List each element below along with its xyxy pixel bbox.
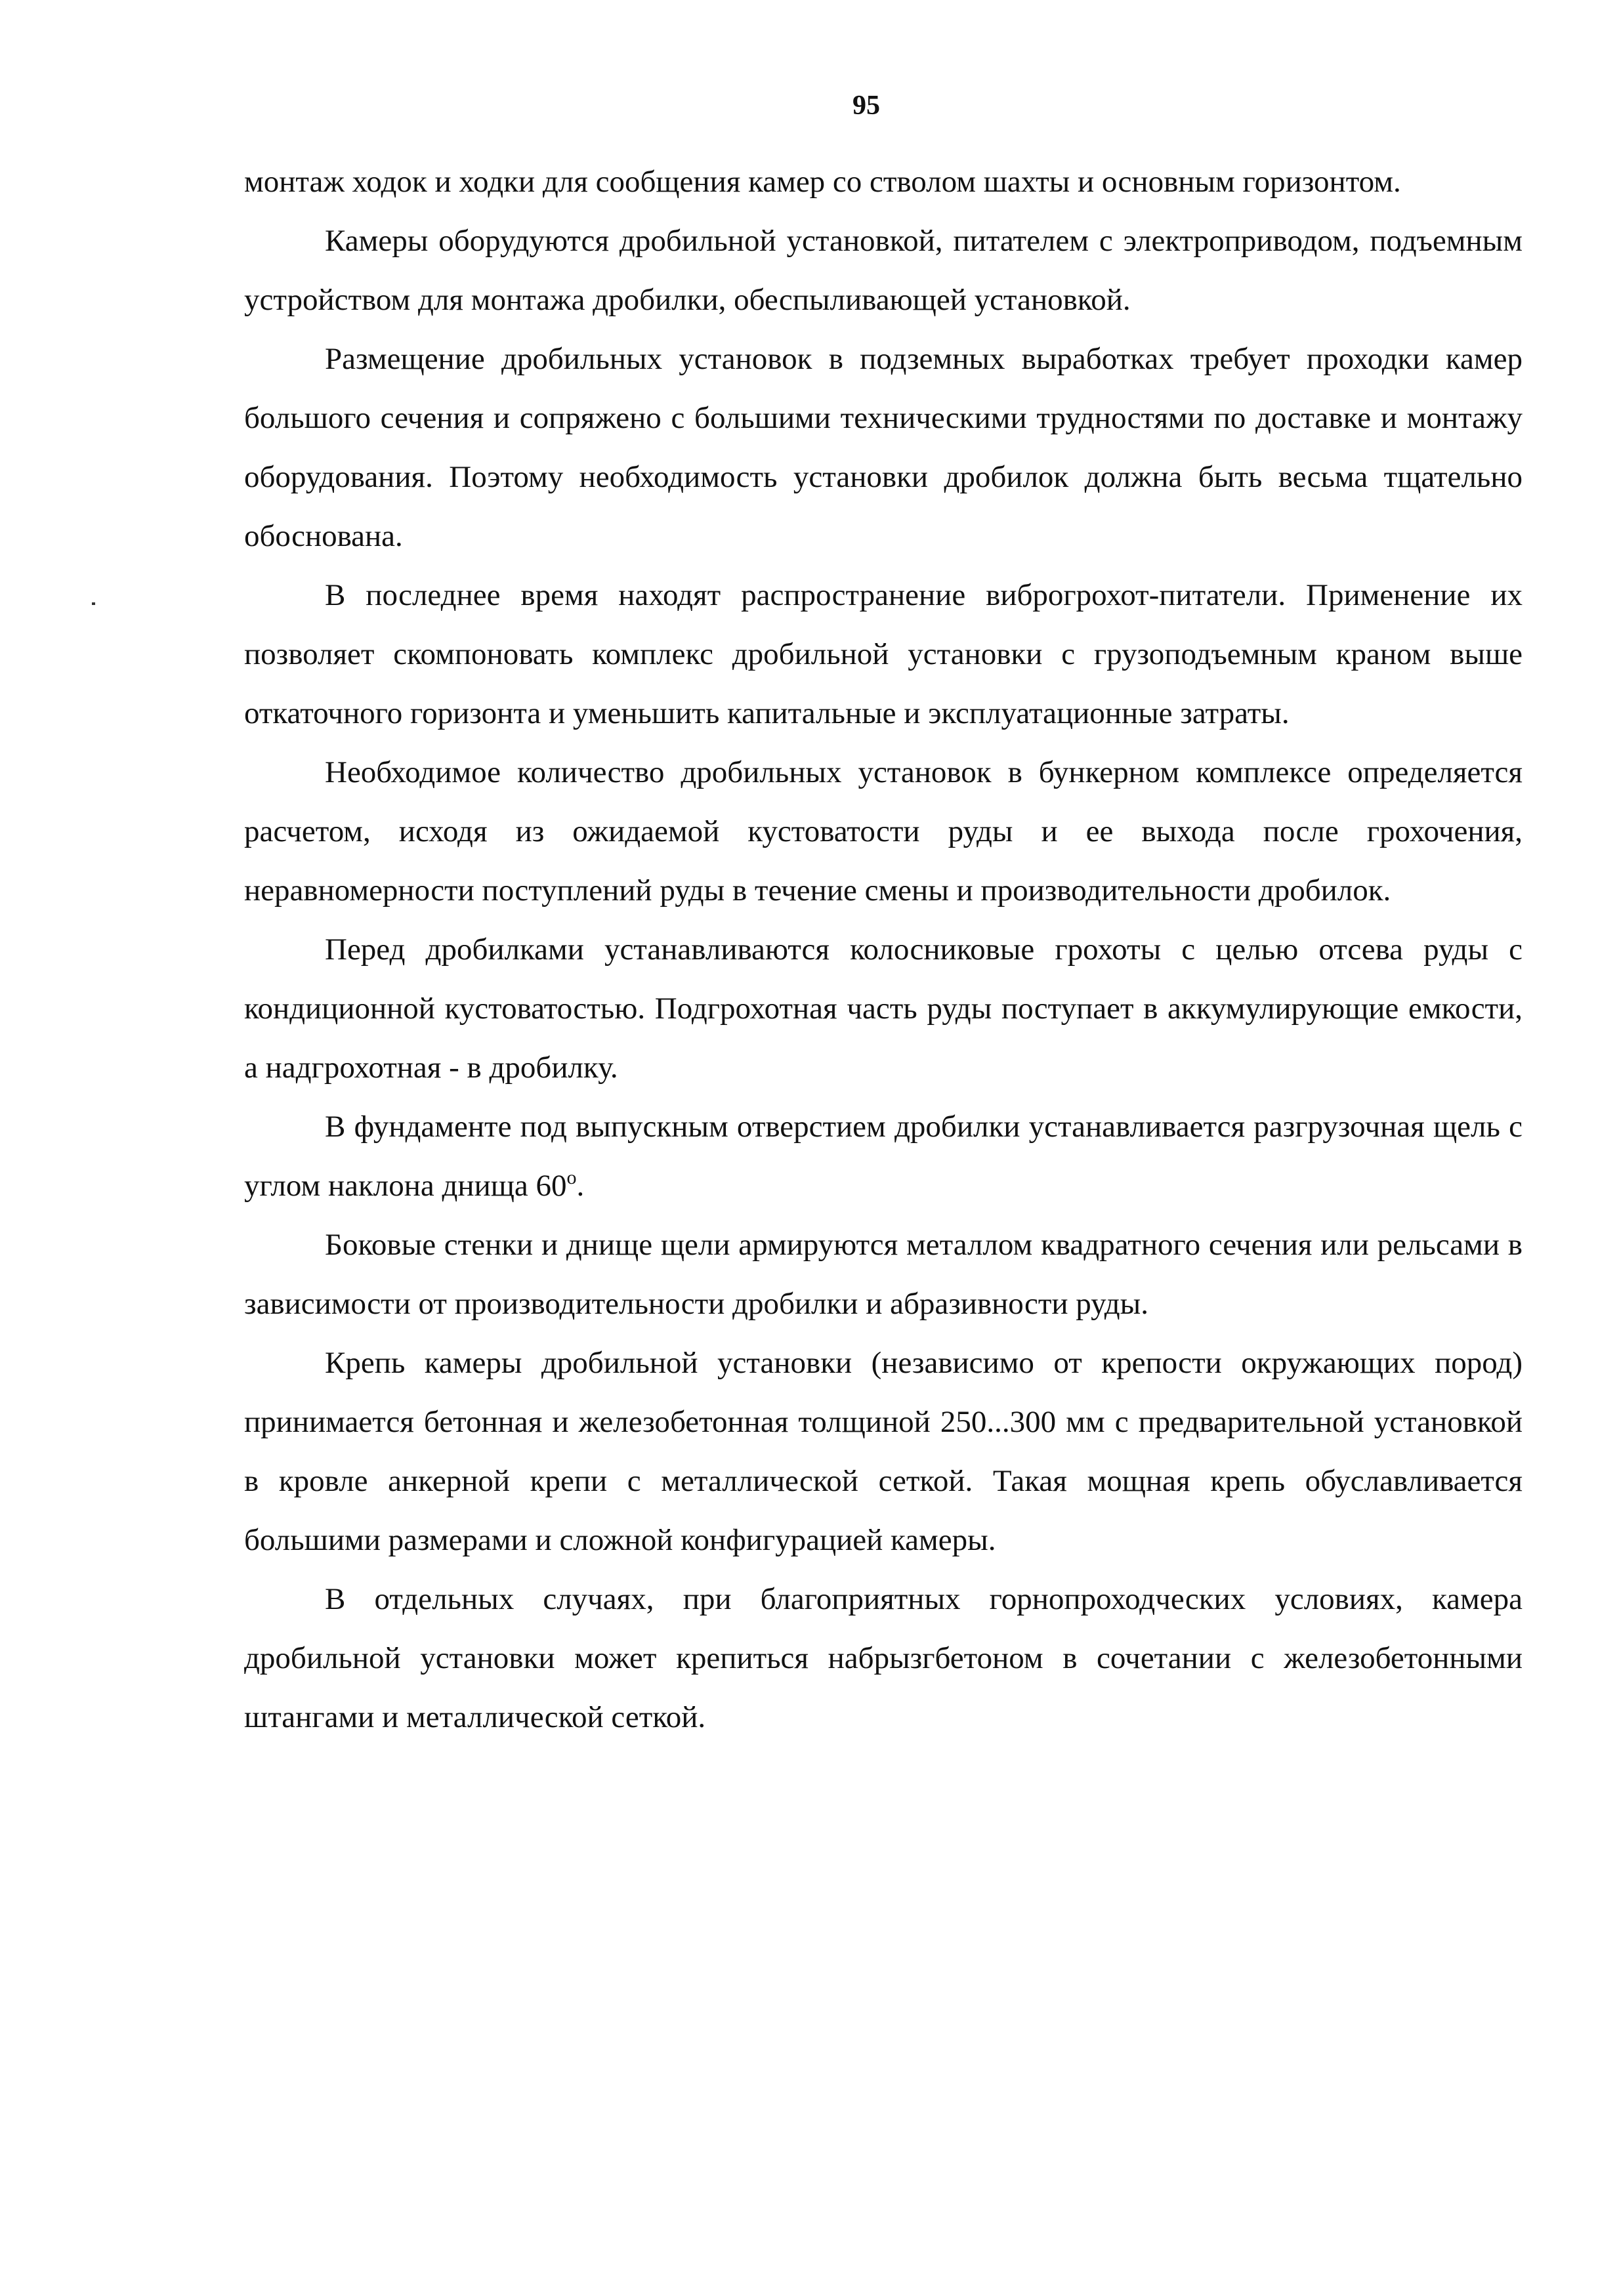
document-body xyxy=(244,152,1523,1747)
paragraph: Крепь камеры дробильной установки (независимо от крепости окружающих пород) принимается бетонная и железобетонная толщиной 250...300 мм с предварительной установкой в кровле анкерной крепи с металлической сеткой. Такая мощная крепь обуславливается большими размерами и сложной конфигурацией камеры. xyxy=(244,1346,1523,1557)
paragraph: Перед дробилками устанавливаются колосниковые грохоты с целью отсева руды с кондиционной кустоватостью. Подгрохотная часть руды поступает в аккумулирующие емкости, а надгрохотная - в дробилку. xyxy=(244,932,1523,1085)
paragraph: Камеры оборудуются дробильной установкой, питателем с электроприводом, подъемным устройством для монтажа дробилки, обеспыливающей установкой. xyxy=(244,224,1523,317)
paragraph: В последнее время находят распространение виброгрохот-питатели. Применение их позволяет скомпоновать комплекс дробильной установки с грузоподъемным краном выше откаточного горизонта и уменьшить капитальные и эксплуатационные затраты. xyxy=(244,578,1523,730)
paragraph-text: В фундаменте под выпускным отверстием дробилки устанавливается разгрузочная щель с углом наклона днища 60 xyxy=(244,1110,1523,1203)
page-number: 95 xyxy=(852,91,880,121)
paragraph: В отдельных случаях, при благоприятных горнопроходческих условиях, камера дробильной установки может крепиться набрызгбетоном в сочетании с железобетонными штангами и металлической сеткой. xyxy=(244,1582,1523,1734)
paragraph-continuation: монтаж ходок и ходки для сообщения камер со стволом шахты и основным горизонтом. xyxy=(244,165,1401,199)
scan-artifact xyxy=(92,602,95,605)
degree-mark: o xyxy=(566,1167,577,1188)
paragraph-with-degree xyxy=(244,1097,1523,1215)
sentence-end: . xyxy=(576,1169,585,1203)
paragraph: Необходимое количество дробильных установок в бункерном комплексе определяется расчетом, исходя из ожидаемой кустоватости руды и ее выхода после грохочения, неравномерности поступлений руды в течение смены и производительности дробилок. xyxy=(244,755,1523,908)
paragraph: Размещение дробильных установок в подземных выработках требует проходки камер большого сечения и сопряжено с большими техническими трудностями по доставке и монтажу оборудования. Поэтому необходимость установки дробилок должна быть весьма тщательно обоснована. xyxy=(244,342,1523,553)
paragraph: Боковые стенки и днище щели армируются металлом квадратного сечения или рельсами в зависимости от производительности дробилки и абразивности руды. xyxy=(244,1228,1523,1321)
